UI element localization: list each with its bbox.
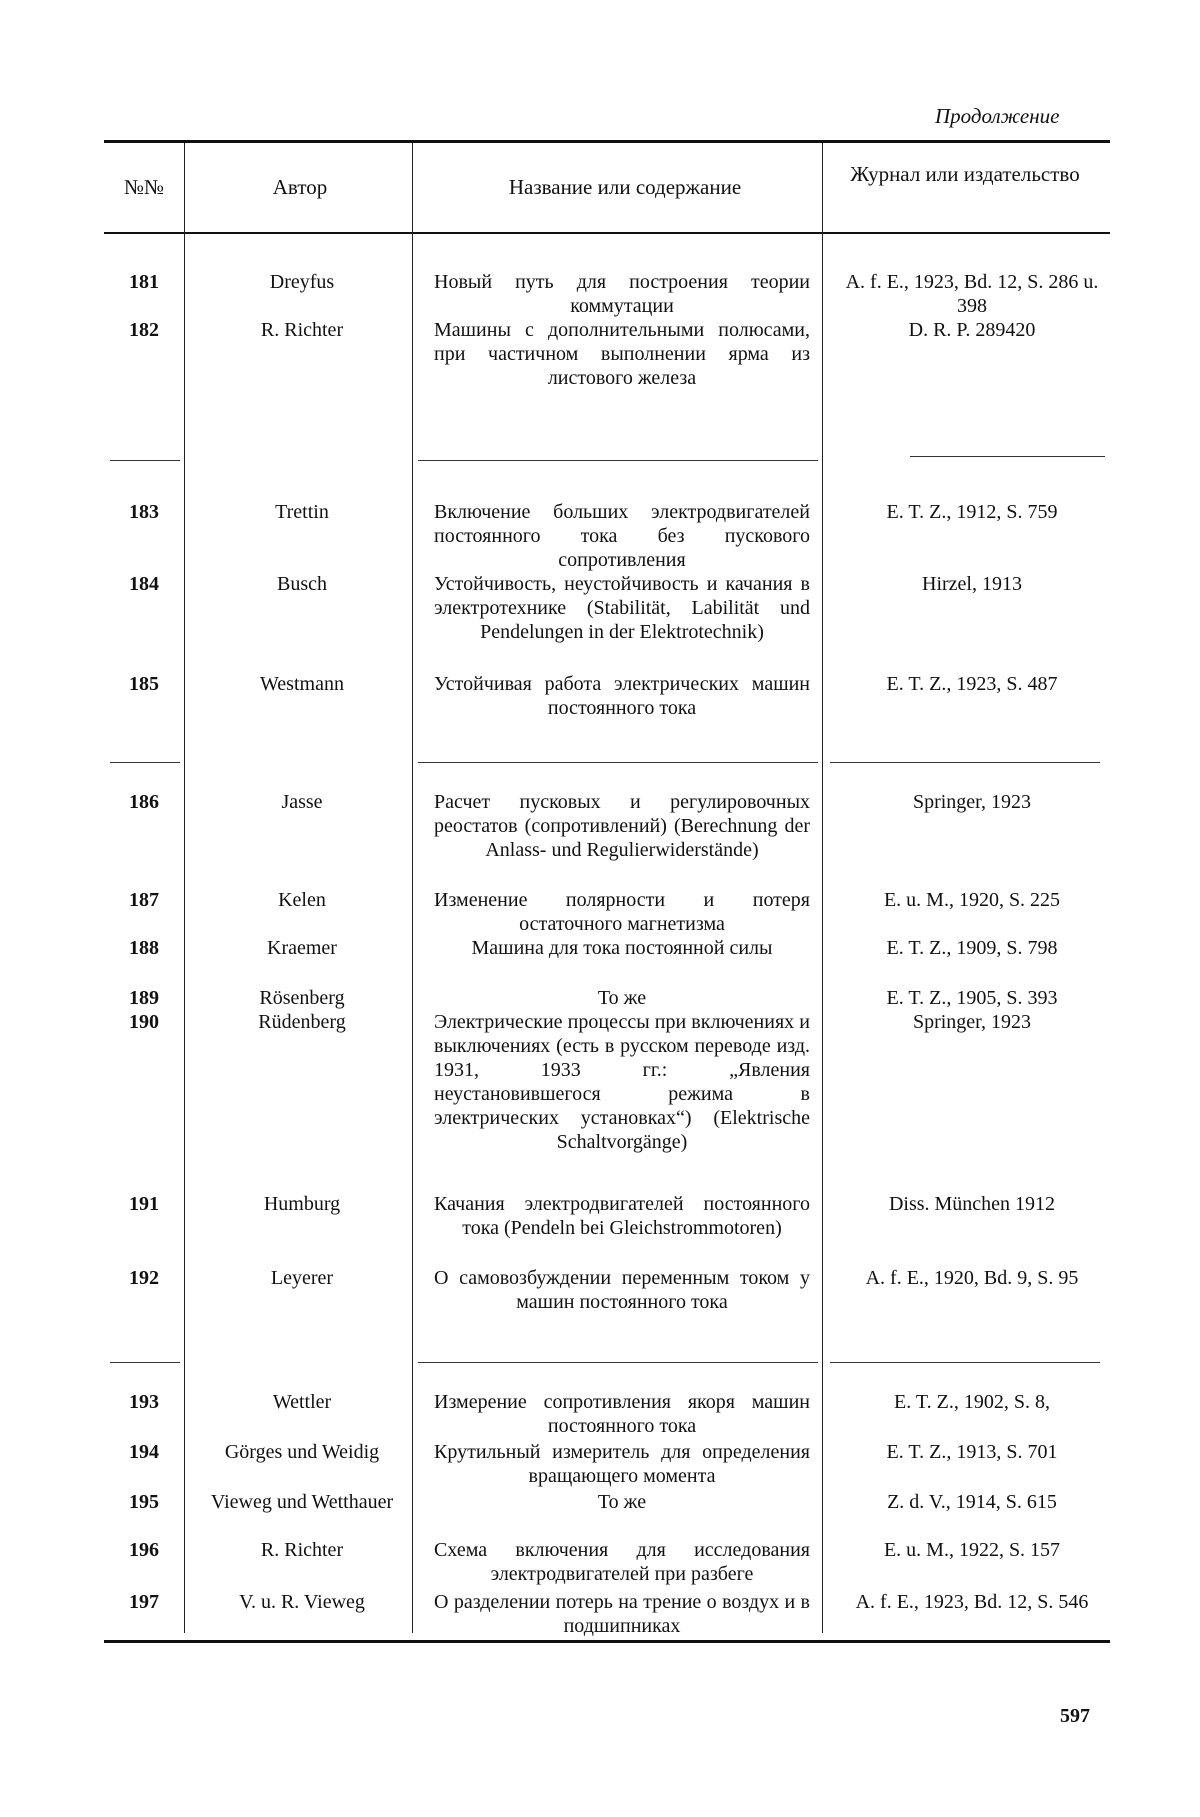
- bottom-rule: [104, 1640, 1110, 1643]
- row-number: 185: [129, 673, 159, 695]
- top-rule: [104, 140, 1110, 143]
- row-number: 196: [129, 1539, 159, 1561]
- row-author: Wettler: [272, 1391, 332, 1413]
- row-number: 187: [129, 889, 159, 911]
- row-number: 182: [129, 319, 159, 341]
- row-title: Машины с дополнительными полюсами, при частичном выполнении ярма из листового железа: [434, 319, 810, 389]
- row-author: Busch: [277, 573, 327, 595]
- header-title: Название или содержание: [508, 175, 742, 199]
- row-journal: E. u. M., 1920, S. 225: [883, 889, 1061, 911]
- row-number: 195: [129, 1491, 159, 1513]
- continuation-label: Продолжение: [935, 104, 1060, 128]
- row-title: Схема включения для исследования электродвигателей при разбеге: [434, 1539, 810, 1585]
- row-title: Крутильный измеритель для определения вращающего момента: [434, 1441, 810, 1487]
- group-separator: [110, 460, 180, 461]
- group-separator: [910, 456, 1105, 457]
- group-separator: [418, 460, 818, 461]
- row-author: Jasse: [281, 791, 323, 813]
- row-journal: Springer, 1923: [912, 1011, 1032, 1033]
- header-journal: Журнал или издательство: [850, 162, 1080, 186]
- row-title: То же: [597, 1491, 647, 1513]
- row-number: 183: [129, 501, 159, 523]
- group-separator: [110, 1362, 180, 1363]
- row-journal: Springer, 1923: [912, 791, 1032, 813]
- row-number: 191: [129, 1193, 159, 1215]
- header-author: Автор: [272, 175, 328, 199]
- row-journal: E. T. Z., 1905, S. 393: [886, 987, 1058, 1009]
- row-group-2: [104, 500, 1110, 730]
- row-author: Dreyfus: [269, 271, 335, 293]
- group-separator: [418, 1362, 818, 1363]
- row-title: О разделении потерь на трение о воздух и в подшипниках: [434, 1591, 810, 1637]
- group-separator: [110, 762, 180, 763]
- row-author: Rüdenberg: [258, 1011, 346, 1033]
- row-title: Машина для тока постоянной силы: [471, 937, 773, 959]
- row-number: 184: [129, 573, 159, 595]
- row-number: 192: [129, 1267, 159, 1289]
- row-number: 189: [129, 987, 159, 1009]
- row-author: Humburg: [263, 1193, 341, 1215]
- row-journal: E. T. Z., 1902, S. 8,: [894, 1391, 1050, 1413]
- row-journal: A. f. E., 1923, Bd. 12, S. 286 u. 398: [845, 271, 1099, 317]
- row-author: Kraemer: [267, 937, 337, 959]
- row-journal: E. T. Z., 1912, S. 759: [886, 501, 1058, 523]
- row-number: 181: [129, 271, 159, 293]
- row-author: Vieweg und Wetthauer: [210, 1491, 394, 1513]
- row-author: Leyerer: [270, 1267, 334, 1289]
- row-author: Kelen: [278, 889, 326, 911]
- row-title: Устойчивость, неустойчивость и качания в электротехнике (Stabilität, Labilität und Pendelungen in der Elektrotechnik): [434, 573, 810, 643]
- row-title: Включение больших электродвигателей постоянного тока без пускового сопротивления: [434, 501, 810, 571]
- header-rule: [104, 232, 1110, 234]
- group-separator: [830, 762, 1100, 763]
- row-group-4: [104, 1390, 1110, 1637]
- row-title: То же: [597, 987, 647, 1009]
- group-separator: [830, 1362, 1100, 1363]
- row-number: 186: [129, 791, 159, 813]
- row-title: О самовозбуждении переменным током у машин постоянного тока: [434, 1267, 810, 1313]
- row-author: Westmann: [260, 673, 344, 695]
- header-num: №№: [123, 175, 165, 199]
- row-group-3: [104, 790, 1110, 1350]
- group-separator: [418, 762, 818, 763]
- row-journal: A. f. E., 1923, Bd. 12, S. 546: [855, 1591, 1089, 1613]
- row-journal: E. T. Z., 1923, S. 487: [886, 673, 1058, 695]
- row-journal: A. f. E., 1920, Bd. 9, S. 95: [865, 1267, 1079, 1289]
- row-journal: E. T. Z., 1913, S. 701: [886, 1441, 1058, 1463]
- row-number: 188: [129, 937, 159, 959]
- row-title: Устойчивая работа электрических машин постоянного тока: [434, 673, 810, 719]
- row-number: 190: [129, 1011, 159, 1033]
- row-title: Электрические процессы при включениях и выключениях (есть в русском переводе изд. 1931, 1933 гг.: „Явления неустановившегося режима в электрических установках“) (Elektrische Schaltvorgänge): [434, 1011, 810, 1153]
- row-title: Качания электродвигателей постоянного тока (Pendeln bei Gleichstrommotoren): [434, 1193, 810, 1239]
- row-author: R. Richter: [260, 319, 344, 341]
- row-journal: D. R. P. 289420: [908, 319, 1036, 341]
- row-journal: E. T. Z., 1909, S. 798: [886, 937, 1058, 959]
- row-journal: Diss. München 1912: [888, 1193, 1056, 1215]
- row-journal: E. u. M., 1922, S. 157: [883, 1539, 1061, 1561]
- row-title: Расчет пусковых и регулировочных реостатов (сопротивлений) (Berechnung der Anlass- und Regulierwiderstände): [434, 791, 810, 861]
- row-journal: Hirzel, 1913: [922, 573, 1022, 595]
- row-group-1: [104, 270, 1110, 410]
- row-author: Trettin: [275, 501, 329, 523]
- row-author: Görges und Weidig: [224, 1441, 380, 1463]
- row-title: Измерение сопротивления якоря машин постоянного тока: [434, 1391, 810, 1437]
- row-author: V. u. R. Vieweg: [239, 1591, 365, 1613]
- page-number: 597: [1060, 1705, 1090, 1727]
- row-journal: Z. d. V., 1914, S. 615: [887, 1491, 1057, 1513]
- row-title: Новый путь для построения теории коммутации: [434, 271, 810, 317]
- row-number: 197: [129, 1591, 159, 1613]
- row-title: Изменение полярности и потеря остаточного магнетизма: [434, 889, 810, 935]
- row-number: 194: [129, 1441, 159, 1463]
- row-author: Rösenberg: [259, 987, 345, 1009]
- row-number: 193: [129, 1391, 159, 1413]
- row-author: R. Richter: [260, 1539, 344, 1561]
